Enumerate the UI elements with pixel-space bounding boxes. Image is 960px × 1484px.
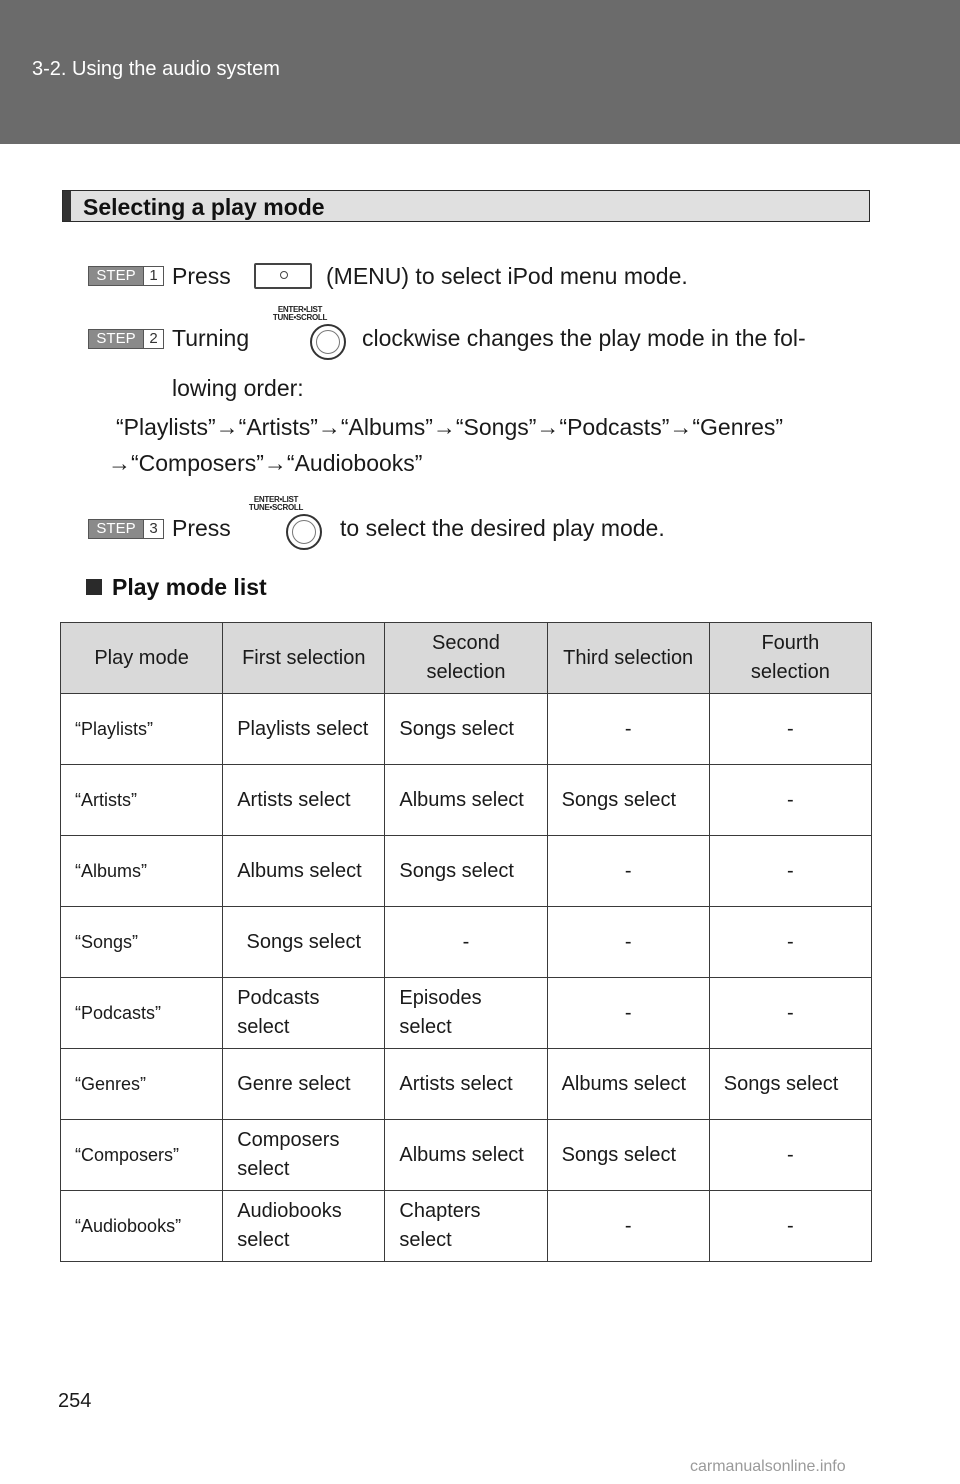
play-mode-order-line-2: →“Composers”→“Audiobooks” xyxy=(108,450,423,476)
table-cell: “Albums” xyxy=(61,836,223,907)
table-cell: Albums select xyxy=(547,1049,709,1120)
table-cell: Songs select xyxy=(223,907,385,978)
section-heading-text: Selecting a play mode xyxy=(83,194,325,220)
column-header: First selection xyxy=(223,623,385,694)
table-cell: Podcasts select xyxy=(223,978,385,1049)
square-bullet-icon xyxy=(86,579,102,595)
column-header: Third selection xyxy=(547,623,709,694)
step-1-text: (MENU) to select iPod menu mode. xyxy=(326,263,688,289)
table-cell: “Composers” xyxy=(61,1120,223,1191)
table-cell: - xyxy=(709,1120,871,1191)
page-number: 254 xyxy=(58,1390,92,1412)
table-cell: “Playlists” xyxy=(61,694,223,765)
table-row xyxy=(61,765,872,836)
table-cell: - xyxy=(547,1191,709,1262)
table-cell: Audiobooks select xyxy=(223,1191,385,1262)
table-cell: Albums select xyxy=(385,765,547,836)
step-3-badge xyxy=(88,519,164,539)
table-cell: Albums select xyxy=(385,1120,547,1191)
table-cell: Episodes select xyxy=(385,978,547,1049)
subheading-text: Play mode list xyxy=(112,574,267,600)
table-cell: - xyxy=(709,836,871,907)
enter-list-tune-scroll-knob-icon xyxy=(268,306,364,362)
table-cell: - xyxy=(547,836,709,907)
table-cell: “Artists” xyxy=(61,765,223,836)
column-header: Play mode xyxy=(61,623,223,694)
step-number: 1 xyxy=(143,267,163,285)
table-cell: “Genres” xyxy=(61,1049,223,1120)
watermark: carmanualsonline.info xyxy=(690,1458,846,1475)
play-mode-list-heading xyxy=(86,574,267,601)
table-row xyxy=(61,694,872,765)
knob-ring xyxy=(286,514,322,550)
table-cell: Artists select xyxy=(385,1049,547,1120)
heading-bar xyxy=(63,191,71,221)
header-band xyxy=(0,0,960,144)
step-3-press: Press xyxy=(172,515,231,541)
table-cell: Artists select xyxy=(223,765,385,836)
table-cell: - xyxy=(709,765,871,836)
table-cell: Songs select xyxy=(385,694,547,765)
step-label: STEP xyxy=(89,267,143,285)
step-number: 2 xyxy=(143,330,163,348)
table-cell: Playlists select xyxy=(223,694,385,765)
table-cell: Composers select xyxy=(223,1120,385,1191)
knob-label: ENTER•LIST TUNE•SCROLL xyxy=(248,495,304,512)
column-header: Fourth selection xyxy=(709,623,871,694)
section-heading xyxy=(62,190,870,222)
enter-list-tune-scroll-knob-icon xyxy=(244,496,340,552)
step-1-press: Press xyxy=(172,263,231,289)
menu-button-icon xyxy=(254,263,312,289)
table-cell: “Podcasts” xyxy=(61,978,223,1049)
table-row xyxy=(61,907,872,978)
column-header: Second selection xyxy=(385,623,547,694)
table-row xyxy=(61,836,872,907)
table-cell: Albums select xyxy=(223,836,385,907)
table-header-row xyxy=(61,623,872,694)
play-mode-order-line-1: “Playlists”→“Artists”→“Albums”→“Songs”→“Podcasts”→“Genres” xyxy=(116,414,784,440)
play-mode-table xyxy=(60,622,872,1262)
step-2-continuation: lowing order: xyxy=(172,375,304,401)
table-cell: Songs select xyxy=(547,765,709,836)
table-cell: Chapters select xyxy=(385,1191,547,1262)
table-cell: - xyxy=(385,907,547,978)
table-cell: Genre select xyxy=(223,1049,385,1120)
table-cell: - xyxy=(709,694,871,765)
table-cell: Songs select xyxy=(709,1049,871,1120)
table-cell: - xyxy=(709,1191,871,1262)
table-row xyxy=(61,1191,872,1262)
step-2-turning: Turning xyxy=(172,325,250,351)
table-cell: “Audiobooks” xyxy=(61,1191,223,1262)
knob-ring xyxy=(310,324,346,360)
step-label: STEP xyxy=(89,330,143,348)
step-number: 3 xyxy=(143,520,163,538)
table-row xyxy=(61,978,872,1049)
table-cell: - xyxy=(709,907,871,978)
table-row xyxy=(61,1049,872,1120)
menu-button-dot xyxy=(280,271,288,279)
table-cell: - xyxy=(547,694,709,765)
table-cell: Songs select xyxy=(385,836,547,907)
knob-label: ENTER•LIST TUNE•SCROLL xyxy=(272,305,328,322)
table-cell: - xyxy=(709,978,871,1049)
table-cell: - xyxy=(547,978,709,1049)
step-1-badge xyxy=(88,266,164,286)
step-3-text: to select the desired play mode. xyxy=(340,515,665,541)
table-row xyxy=(61,1120,872,1191)
step-2-badge xyxy=(88,329,164,349)
step-label: STEP xyxy=(89,520,143,538)
section-title: 3-2. Using the audio system xyxy=(32,58,280,80)
step-2-text: clockwise changes the play mode in the fol- xyxy=(362,325,806,351)
table-cell: Songs select xyxy=(547,1120,709,1191)
table-cell: - xyxy=(547,907,709,978)
table-cell: “Songs” xyxy=(61,907,223,978)
